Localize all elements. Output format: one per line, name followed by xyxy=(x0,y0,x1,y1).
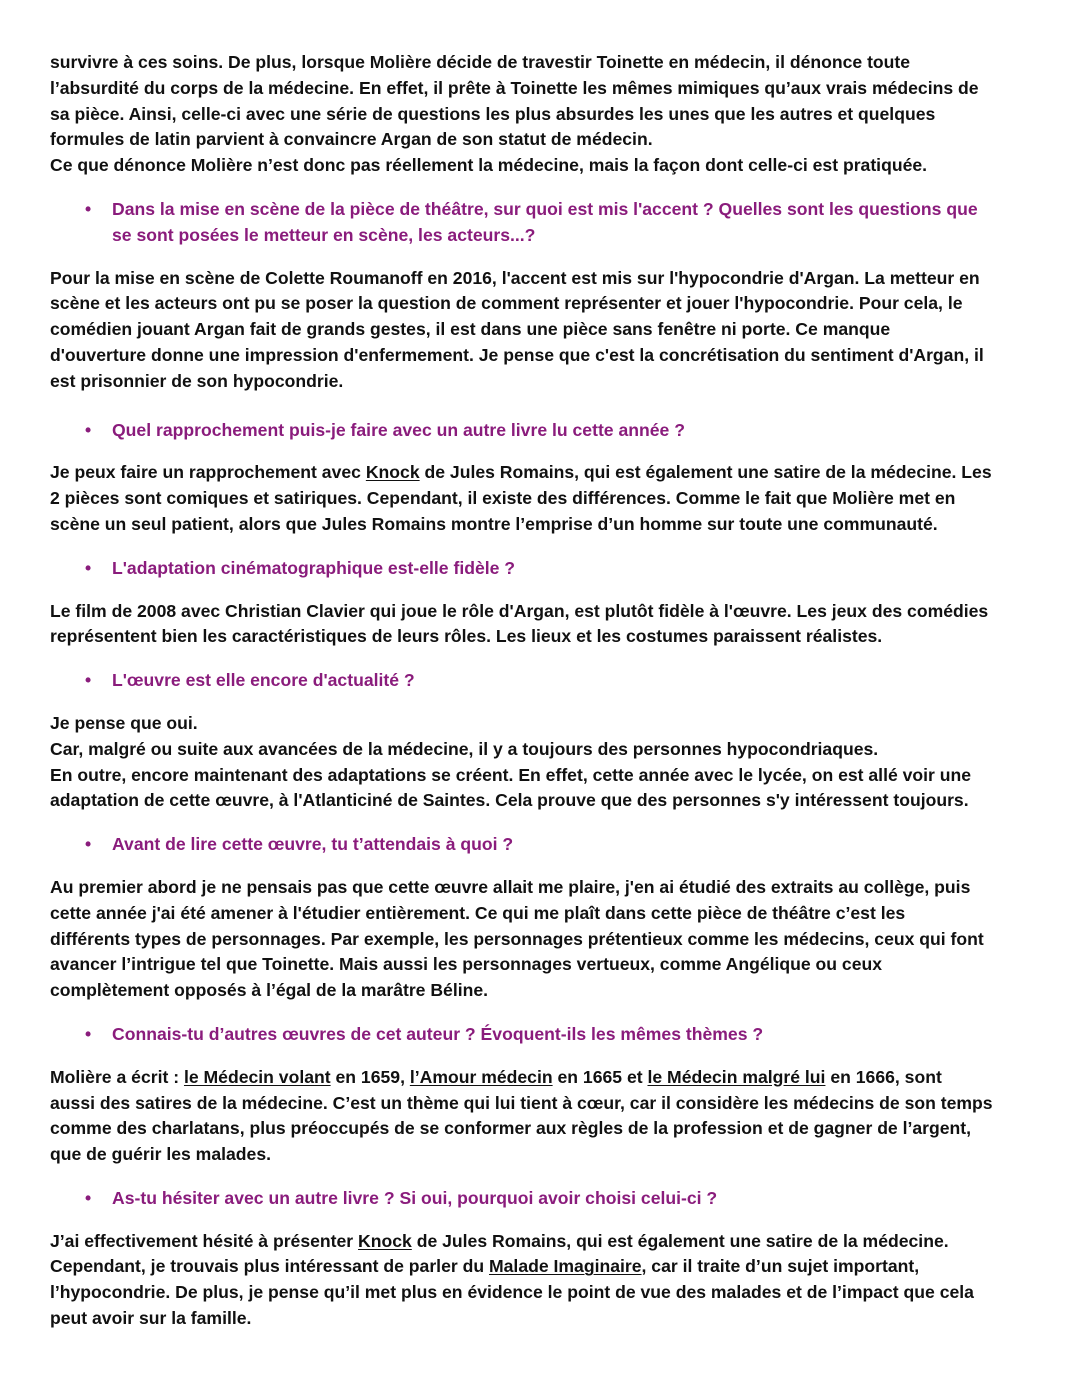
book-title-medecin-volant: le Médecin volant xyxy=(183,1066,331,1087)
text-line: est prisonnier de son hypocondrie. xyxy=(50,370,344,391)
bullet-icon: • xyxy=(85,1187,92,1208)
question-line: Avant de lire cette œuvre, tu t’attendais à quoi ? xyxy=(112,834,514,855)
text-segment: Je peux faire un rapprochement avec xyxy=(50,462,366,483)
answer-adaptation xyxy=(50,599,1040,651)
text-segment: de Jules Romains, qui est également une satire de la médecine. Les xyxy=(419,462,992,483)
text-segment: Molière a écrit : xyxy=(50,1066,184,1087)
document-page xyxy=(50,50,1040,1332)
text-line: avancer l’intrigue tel que Toinette. Mais aussi les personnages vertueux, comme Angélique ou ceux xyxy=(50,954,883,975)
question-line: se sont posées le metteur en scène, les acteurs...? xyxy=(112,224,536,245)
question-line: L'œuvre est elle encore d'actualité ? xyxy=(112,670,415,691)
answer-rapprochement xyxy=(50,460,1040,537)
question-actualite xyxy=(50,668,1040,694)
text-line: Car, malgré ou suite aux avancées de la médecine, il y a toujours des personnes hypocondriaques. xyxy=(50,738,879,759)
text-line: d'ouverture donne une impression d'enfermement. Je pense que c'est la concrétisation du sentiment d'Argan, il xyxy=(50,344,984,365)
text-line: représentent bien les caractéristiques de leurs rôles. Les lieux et les costumes paraissent réalistes. xyxy=(50,626,883,647)
question-line: Dans la mise en scène de la pièce de théâtre, sur quoi est mis l'accent ? Quelles sont les questions que xyxy=(112,198,978,219)
text-segment: Cependant, je trouvais plus intéressant de parler du xyxy=(50,1256,489,1277)
book-title-knock: Knock xyxy=(365,462,420,483)
question-autres-oeuvres xyxy=(50,1022,1040,1048)
text-segment: de Jules Romains, qui est également une satire de la médecine. xyxy=(411,1230,949,1251)
answer-hesitation xyxy=(50,1229,1040,1332)
text-line: peut avoir sur la famille. xyxy=(50,1308,252,1329)
book-title-malade-imaginaire: Malade Imaginaire xyxy=(488,1256,642,1277)
bullet-icon: • xyxy=(85,198,92,219)
text-line: adaptation de cette œuvre, à l'Atlanticiné de Saintes. Cela prouve que des personnes s'y intéressent toujours. xyxy=(50,790,969,811)
text-line: différents types de personnages. Par exemple, les personnages prétentieux comme les médecins, ceux qui font xyxy=(50,928,984,949)
question-mise-en-scene xyxy=(50,197,1040,249)
text-line: En outre, encore maintenant des adaptations se créent. En effet, cette année avec le lycée, on est allé voir une xyxy=(50,764,972,785)
text-line: Ce que dénonce Molière n’est donc pas réellement la médecine, mais la façon dont celle-ci est pratiquée. xyxy=(50,155,928,176)
text-line: sa pièce. Ainsi, celle-ci avec une série de questions les plus absurdes les unes que les autres et quelques xyxy=(50,103,936,124)
intro-paragraph xyxy=(50,50,1040,179)
text-line: que de guérir les malades. xyxy=(50,1144,271,1165)
text-line: scène et les acteurs ont pu se poser la question de comment représenter et jouer l'hypocondrie. Pour cela, le xyxy=(50,293,963,314)
text-segment: en 1665 et xyxy=(552,1066,648,1087)
text-line: comme des charlatans, plus préoccupés de se conformer aux règles de la profession et de gagner de l’argent, xyxy=(50,1118,972,1139)
text-line: formules de latin parvient à convaincre Argan de son statut de médecin. xyxy=(50,129,653,150)
answer-autres-oeuvres xyxy=(50,1065,1040,1168)
text-line xyxy=(50,1229,1040,1255)
text-line: cette année j'ai été amener à l'étudier entièrement. Ce qui me plaît dans cette pièce de théâtre c’est les xyxy=(50,902,906,923)
text-line: scène un seul patient, alors que Jules Romains montre l’emprise d’un homme sur toute une communauté. xyxy=(50,513,938,534)
text-line xyxy=(50,1254,1040,1280)
answer-mise-en-scene xyxy=(50,266,1040,395)
text-line: l’absurdité du corps de la médecine. En effet, il prête à Toinette les mêmes mimiques qu’aux vrais médecins de xyxy=(50,77,979,98)
bullet-icon: • xyxy=(85,834,92,855)
bullet-icon: • xyxy=(85,419,92,440)
question-attentes xyxy=(50,832,1040,858)
answer-attentes xyxy=(50,875,1040,1004)
text-line: comédien jouant Argan fait de grands gestes, il est dans une pièce sans fenêtre ni porte. Ce manque xyxy=(50,319,891,340)
question-hesitation xyxy=(50,1186,1040,1212)
book-title-amour-medecin: l’Amour médecin xyxy=(409,1066,553,1087)
text-line: Pour la mise en scène de Colette Roumanoff en 2016, l'accent est mis sur l'hypocondrie d'Argan. La metteur en xyxy=(50,267,980,288)
text-line: Le film de 2008 avec Christian Clavier qui joue le rôle d'Argan, est plutôt fidèle à l'œuvre. Les jeux des comédies xyxy=(50,600,989,621)
text-line xyxy=(50,460,1040,486)
text-line xyxy=(50,1065,1040,1091)
question-adaptation xyxy=(50,556,1040,582)
text-line: complètement opposés à l’égal de la marâtre Béline. xyxy=(50,980,489,1001)
text-line: aussi des satires de la médecine. C’est un thème qui lui tient à cœur, car il considère les médecins de son temps xyxy=(50,1092,993,1113)
question-rapprochement xyxy=(50,418,1040,444)
book-title-medecin-malgre-lui: le Médecin malgré lui xyxy=(647,1066,826,1087)
text-line: l’hypocondrie. De plus, je pense qu’il met plus en évidence le point de vue des malades et de l’impact que cela xyxy=(50,1282,974,1303)
bullet-icon: • xyxy=(85,1023,92,1044)
text-line: 2 pièces sont comiques et satiriques. Cependant, il existe des différences. Comme le fait que Molière met en xyxy=(50,488,956,509)
text-line: survivre à ces soins. De plus, lorsque Molière décide de travestir Toinette en médecin, il dénonce toute xyxy=(50,52,911,72)
bullet-icon: • xyxy=(85,557,92,578)
question-line: Connais-tu d’autres œuvres de cet auteur ? Évoquent-ils les mêmes thèmes ? xyxy=(112,1023,764,1044)
question-line: As-tu hésiter avec un autre livre ? Si oui, pourquoi avoir choisi celui-ci ? xyxy=(112,1187,718,1208)
text-line: Je pense que oui. xyxy=(50,712,198,733)
question-line: Quel rapprochement puis-je faire avec un autre livre lu cette année ? xyxy=(112,419,685,440)
question-line: L'adaptation cinématographique est-elle fidèle ? xyxy=(112,557,516,578)
text-segment: en 1666, sont xyxy=(825,1066,942,1087)
text-segment: , car il traite d’un sujet important, xyxy=(641,1256,920,1277)
bullet-icon: • xyxy=(85,670,92,691)
text-segment: J’ai effectivement hésité à présenter xyxy=(50,1230,359,1251)
answer-actualite xyxy=(50,711,1040,814)
book-title-knock: Knock xyxy=(358,1230,412,1251)
text-line: Au premier abord je ne pensais pas que cette œuvre allait me plaire, j'en ai étudié des extraits au collège, puis xyxy=(50,876,971,897)
text-segment: en 1659, xyxy=(330,1066,410,1087)
